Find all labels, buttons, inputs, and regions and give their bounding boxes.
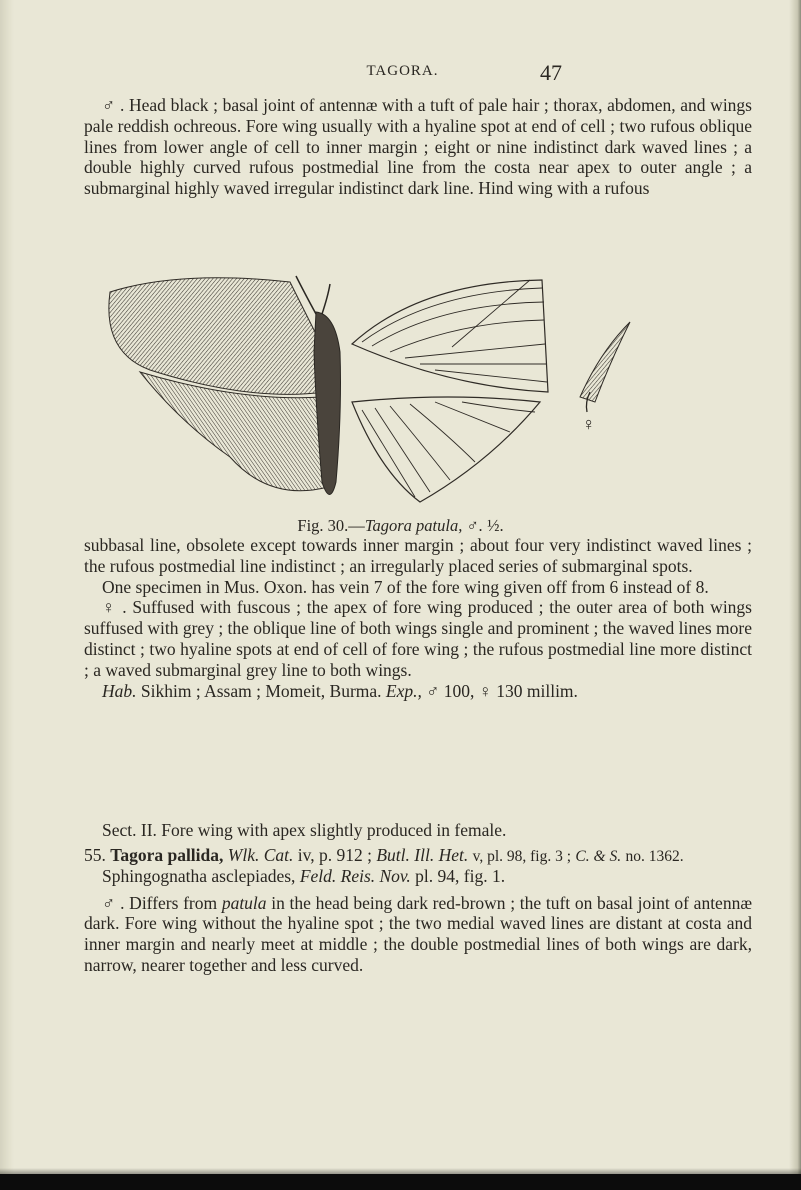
- reference-cs-number: no. 1362.: [625, 847, 684, 865]
- species-number: 55.: [84, 844, 106, 865]
- habitat-paragraph: [84, 681, 752, 702]
- reference-butler: Butl. Ill. Het.: [376, 844, 469, 865]
- reference-butler-plate: v, pl. 98, fig. 3 ;: [472, 847, 572, 865]
- figure-caption: [0, 516, 801, 536]
- pallida-description: [84, 893, 752, 976]
- hab-label: Hab.: [102, 680, 137, 701]
- page-gutter-left: [0, 0, 14, 1190]
- description-italic: patula: [221, 892, 267, 913]
- caption-prefix: Fig. 30.—: [297, 516, 365, 535]
- female-wing-apex-sketch: [580, 322, 630, 402]
- synonym-plate: pl. 94, fig. 1.: [415, 865, 506, 886]
- description-continued: [84, 535, 752, 701]
- exp-text: ♂ 100, ♀ 130 millim.: [426, 680, 578, 701]
- continuation-paragraph: subbasal line, obsolete except towards inner margin ; about four very indistinct waved lines ; the rufous postmedial line indistinct ; an irregularly placed series of submarginal spots.: [84, 535, 752, 576]
- page-edge-right: [789, 0, 801, 1190]
- scan-bottom-band: [0, 1174, 801, 1190]
- exp-label: Exp.,: [385, 680, 422, 701]
- hab-text: Sikhim ; Assam ; Momeit, Burma.: [140, 680, 382, 701]
- section-heading: Sect. II. Fore wing with apex slightly produced in female.: [102, 820, 507, 840]
- intro-paragraph: [84, 95, 752, 199]
- fore-wing-shaded: [109, 278, 325, 395]
- caption-scale: ½.: [487, 516, 504, 535]
- species-entry: [84, 845, 752, 866]
- section-two: [84, 820, 752, 976]
- species-name: Tagora pallida,: [110, 844, 224, 865]
- fore-wing-outline: [352, 280, 548, 392]
- hind-wing-outline: [352, 397, 540, 502]
- description-end: in the head being dark red-brown ; the tuft on basal joint of antennæ dark. Fore wing without the hyaline spot ; the two medial waved lines are distant at costa and inner margin and nearly meet at middle ; the double postmedial lines of both wings are dark, narrow, nearer together and less curved.: [84, 892, 753, 975]
- caption-species: Tagora patula, ♂.: [364, 516, 483, 535]
- reference-walker-page: iv, p. 912 ;: [297, 844, 372, 865]
- reference-walker: Wlk. Cat.: [227, 844, 294, 865]
- page-number: 47: [540, 60, 562, 85]
- moth-drawing: [90, 252, 720, 514]
- synonym-name: Sphingognatha asclepiades,: [102, 865, 296, 886]
- female-symbol-label: ♀: [582, 414, 596, 434]
- female-description-paragraph: ♀ . Suffused with fuscous ; the apex of fore wing produced ; the outer area of both wings suffused with grey ; the oblique line of both wings single and prominent ; the waved lines more distinct ; two hyaline spots at end of cell of fore wing ; the rufous postmedial line more distinct ; a waved submarginal grey line to both wings.: [84, 597, 752, 680]
- antenna-right: [322, 284, 330, 314]
- synonym-reference: Feld. Reis. Nov.: [299, 865, 411, 886]
- reference-cs: C. & S.: [575, 847, 622, 865]
- description-start: ♂ . Differs from: [102, 892, 218, 913]
- synonym-entry: [84, 866, 752, 887]
- specimen-note-paragraph: One specimen in Mus. Oxon. has vein 7 of the fore wing given off from 6 instead of 8.: [102, 576, 709, 597]
- intro-paragraph-text: ♂ . Head black ; basal joint of antennæ with a tuft of pale hair ; thorax, abdomen, and wings pale reddish ochreous. Fore wing usually with a hyaline spot at end of cell ; two rufous oblique lines from lower angle of cell to inner margin ; eight or nine indistinct dark waved lines ; a double highly curved rufous postmedial line from the costa near apex to outer angle ; a submarginal highly waved irregular indistinct dark line. Hind wing with a rufous: [84, 95, 752, 199]
- running-header-title: TAGORA.: [366, 63, 439, 79]
- figure-moth-illustration: [90, 252, 720, 514]
